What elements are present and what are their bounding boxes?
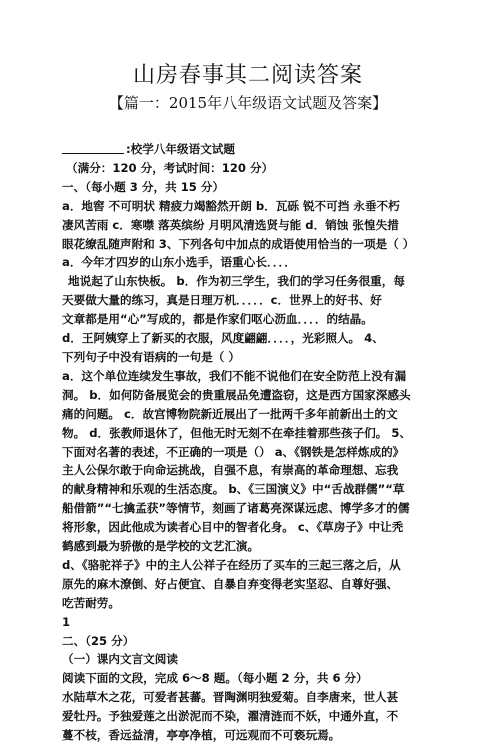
section-heading: 二、（25 分）: [62, 633, 135, 648]
text-line: d、《骆驼祥子》中的主人公祥子在经历了买车的三起三落之后，从: [62, 557, 401, 572]
document-title: 山房春事其二阅读答案: [132, 63, 363, 88]
text-line: （满分：120 分，考试时间：120 分）: [66, 160, 274, 175]
text-line: :校学八年级语文试题: [62, 140, 486, 159]
text-line: 地说起了山东快板。 b．作为初三学生，我们的学习任务很重，每: [68, 274, 405, 289]
text-line: 下列句子中没有语病的一句是（ ）: [62, 349, 240, 364]
text-line: 水陆草木之花，可爱者甚蕃。晋陶渊明独爱菊。自李唐来，世人甚: [62, 690, 399, 705]
text-line: 鹤感到最为骄傲的是学校的文艺汇演。: [62, 539, 260, 554]
text-line: 眼花缭乱随声附和 3、下列各句中加点的成语使用恰当的一项是（ ）: [62, 236, 415, 251]
text-line: 将形象，因此他成为读者心目中的智者化身。 c、《草房子》中让秃: [62, 520, 404, 535]
text-line: a．这个单位连续发生事故，我们不能不说他们在安全防范上没有漏: [62, 368, 407, 383]
text-line: 阅读下面的文段，完成 6～8 题。（每小题 2 分，共 6 分）: [62, 671, 368, 686]
text-line: 物。 d．张教师退休了，但他无时无刻不在牵挂着那些孩子们。 5、: [62, 425, 412, 440]
text-line: 爱牡丹。予独爱莲之出淤泥而不染，濯清涟而不妖，中通外直，不: [62, 709, 399, 724]
fill-blank: [62, 141, 124, 154]
text-line: d．王阿姨穿上了新买的衣服，风度翩翩．．．．，光彩照人。 4、: [62, 331, 384, 346]
text-line: a．地窖 不可明状 精疲力竭豁然开朗 b．瓦砾 锐不可挡 永垂不朽: [62, 198, 400, 213]
text-line: 一、（每小题 3 分，共 15 分）: [62, 179, 225, 194]
document-body: [62, 140, 486, 745]
text-line: 痛的问题。 c．故宫博物院新近展出了一批两千多年前新出土的文: [62, 406, 398, 421]
document-subtitle: 【篇一：2015年八年级语文试题及答案】: [108, 94, 388, 112]
page-number: 1: [62, 614, 71, 629]
text-line: 吃苦耐劳。: [62, 595, 120, 610]
text-line: 的献身精神和乐观的生活态度。 b、《三国演义》中“舌战群儒”“草: [62, 482, 405, 497]
text-line: 原先的麻木潦倒、好占便宜、自暴自弃变得老实坚忍、自尊好强、: [62, 576, 399, 591]
text-line: 天要做大量的练习，真是日理万机．．．．．c．世界上的好书、好: [62, 293, 382, 308]
text-line: 蔓不枝，香远益清，亭亭净植，可远观而不可亵玩焉。: [62, 728, 341, 743]
text-line: 主人公保尔敢于向命运挑战，自强不息，有崇高的革命理想、忘我: [62, 463, 399, 478]
text-line: 船借箭”“七擒孟获”等情节，刻画了诸葛亮深谋远虑、博学多才的儒: [62, 501, 410, 516]
text-line: 洞。 b．如何防备展览会的贵重展品免遭盗窃，这是西方国家深感头: [62, 387, 411, 402]
text-line: a．今年才四岁的山东小选手，语重心长．．．．: [62, 255, 296, 270]
text-line: 文章都是用“心”写成的，都是作家们呕心沥血．．．．的结晶。: [62, 312, 373, 327]
text-line: 凄风苦雨 c．寒噤 落英缤纷 月明风清选贤与能 d．销蚀 张惶失措: [62, 217, 399, 232]
text-line: 下面对名著的表述，不正确的一项是（） a、《钢铁是怎样炼成的》: [62, 444, 405, 459]
subsection-heading: （一）课内文言文阅读: [62, 652, 178, 667]
